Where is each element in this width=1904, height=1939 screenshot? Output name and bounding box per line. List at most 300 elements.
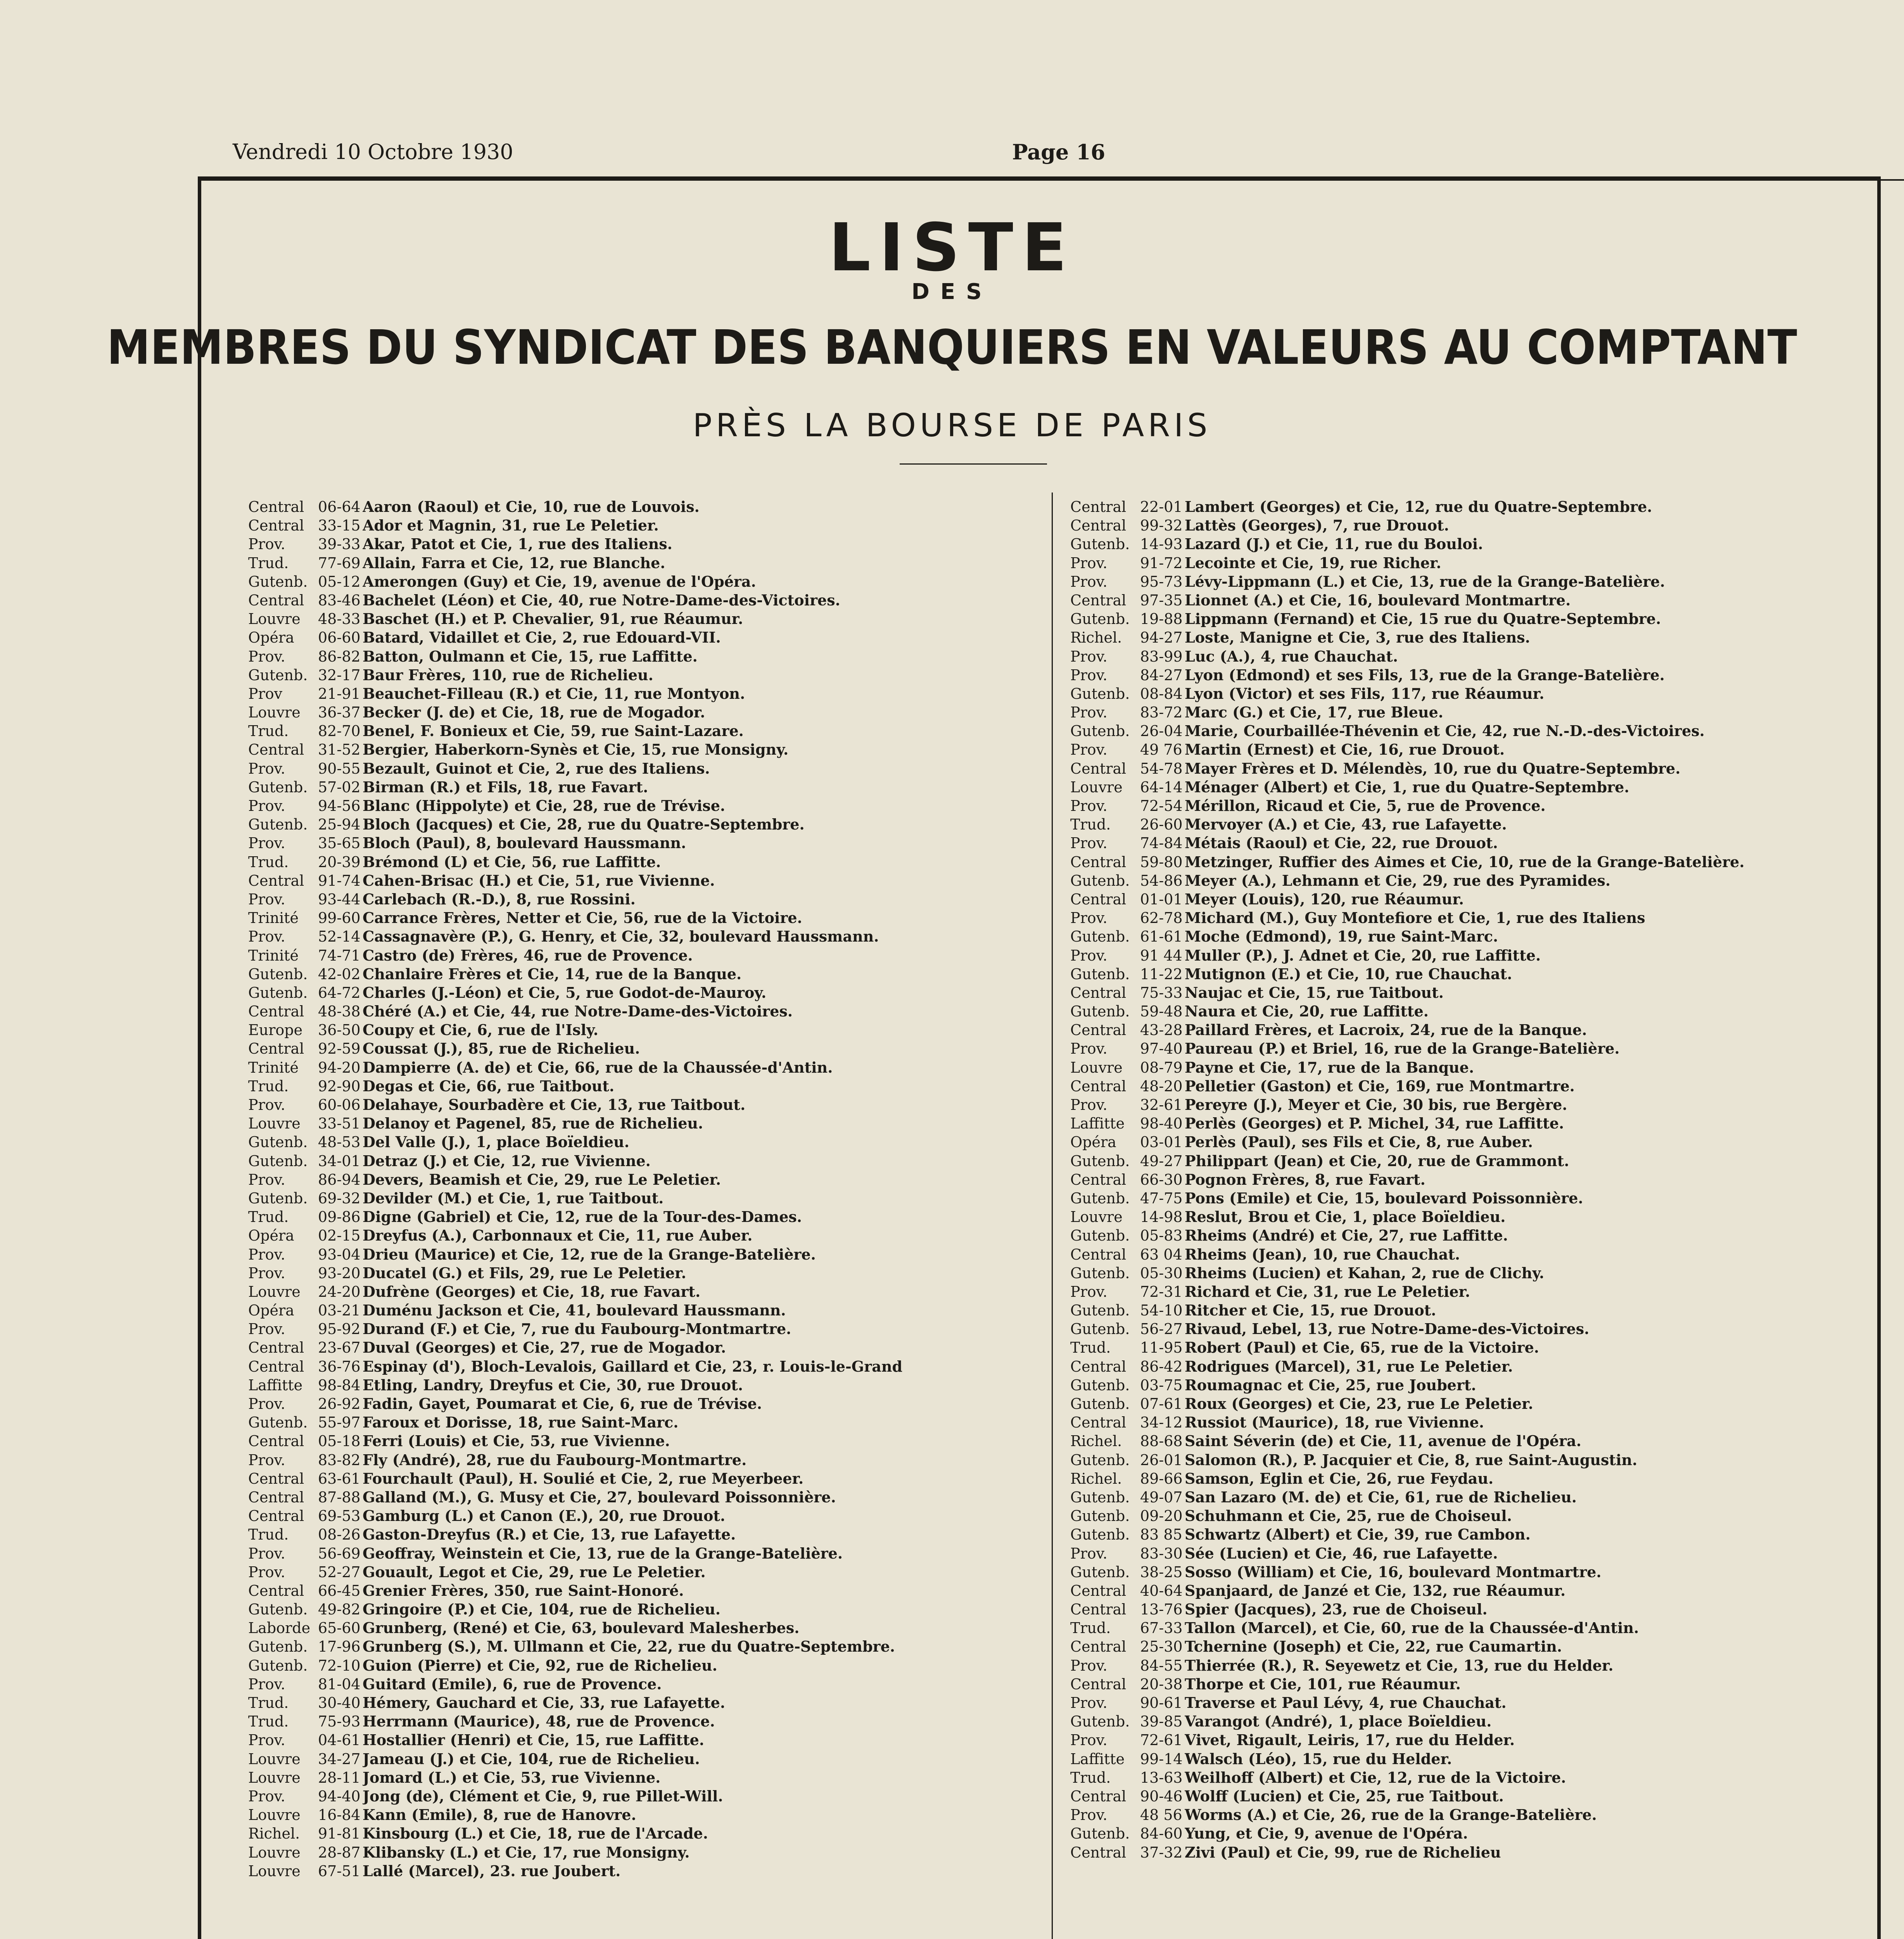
member-name: Tchernine (Joseph) et Cie, 22, rue Caumartin. bbox=[1185, 1638, 1562, 1656]
member-row bbox=[248, 778, 1039, 797]
exchange-code: Prov. bbox=[1070, 1694, 1107, 1711]
member-name: Pelletier (Gaston) et Cie, 169, rue Montmartre. bbox=[1185, 1077, 1575, 1095]
exchange-code: Gutenb. bbox=[1070, 965, 1130, 983]
member-row bbox=[248, 927, 1039, 946]
exchange-code: Louvre bbox=[248, 1750, 301, 1768]
member-name: Saint Séverin (de) et Cie, 11, avenue de l'Opéra. bbox=[1185, 1432, 1581, 1450]
member-name: Metzinger, Ruffier des Aimes et Cie, 10, rue de la Grange-Batelière. bbox=[1185, 853, 1745, 871]
phone-number: 87-88 bbox=[318, 1488, 361, 1506]
phone-number: 01-01 bbox=[1140, 890, 1183, 908]
phone-number: 05-83 bbox=[1140, 1227, 1183, 1244]
member-row bbox=[248, 1600, 1039, 1619]
member-row bbox=[1070, 1731, 1861, 1749]
phone-number: 74-71 bbox=[318, 947, 361, 964]
member-row bbox=[1070, 1114, 1861, 1133]
member-name: Ménager (Albert) et Cie, 1, rue du Quatre-Septembre. bbox=[1185, 778, 1629, 796]
exchange-code: Central bbox=[1070, 517, 1127, 534]
member-row bbox=[1070, 815, 1861, 834]
member-name: Klibansky (L.) et Cie, 17, rue Monsigny. bbox=[363, 1843, 690, 1861]
member-row bbox=[1070, 1021, 1861, 1039]
member-row bbox=[248, 516, 1039, 535]
member-name: Thierrée (R.), R. Seyewetz et Cie, 13, rue du Helder. bbox=[1185, 1656, 1614, 1674]
phone-number: 94-27 bbox=[1140, 629, 1183, 646]
member-row bbox=[1070, 1469, 1861, 1488]
exchange-code: Laffitte bbox=[1070, 1115, 1125, 1132]
member-row bbox=[1070, 853, 1861, 871]
phone-number: 86-82 bbox=[318, 648, 361, 665]
member-name: Ador et Magnin, 31, rue Le Peletier. bbox=[363, 517, 659, 534]
exchange-code: Central bbox=[1070, 1021, 1127, 1039]
exchange-code: Prov. bbox=[248, 890, 285, 908]
phone-number: 95-92 bbox=[318, 1320, 361, 1338]
member-name: Bloch (Paul), 8, boulevard Haussmann. bbox=[363, 834, 686, 852]
member-row bbox=[1070, 1694, 1861, 1712]
member-row bbox=[1070, 591, 1861, 610]
member-name: Vivet, Rigault, Leiris, 17, rue du Helder. bbox=[1185, 1731, 1515, 1749]
member-name: Aaron (Raoul) et Cie, 10, rue de Louvois. bbox=[363, 498, 700, 515]
member-row bbox=[1070, 1245, 1861, 1264]
phone-number: 26-01 bbox=[1140, 1451, 1183, 1469]
phone-number: 83-99 bbox=[1140, 648, 1183, 665]
member-name: Bergier, Haberkorn-Synès et Cie, 15, rue Monsigny. bbox=[363, 741, 789, 759]
member-name: Martin (Ernest) et Cie, 16, rue Drouot. bbox=[1185, 741, 1505, 759]
member-row bbox=[1070, 1170, 1861, 1189]
exchange-code: Louvre bbox=[248, 704, 301, 721]
exchange-code: Trud. bbox=[1070, 1339, 1111, 1357]
member-name: Ducatel (G.) et Fils, 29, rue Le Peletier. bbox=[363, 1264, 686, 1282]
phone-number: 69-53 bbox=[318, 1507, 361, 1525]
member-name: Rheims (André) et Cie, 27, rue Laffitte. bbox=[1185, 1227, 1508, 1244]
member-name: Meyer (Louis), 120, rue Réaumur. bbox=[1185, 890, 1464, 908]
member-name: Russiot (Maurice), 18, rue Vivienne. bbox=[1185, 1414, 1484, 1431]
member-row bbox=[1070, 890, 1861, 909]
phone-number: 89-66 bbox=[1140, 1470, 1183, 1487]
phone-number: 90-46 bbox=[1140, 1787, 1183, 1805]
member-row bbox=[1070, 1320, 1861, 1338]
phone-number: 13-76 bbox=[1140, 1601, 1183, 1618]
exchange-code: Laborde bbox=[248, 1619, 311, 1637]
phone-number: 07-61 bbox=[1140, 1395, 1183, 1412]
exchange-code: Prov. bbox=[248, 1732, 285, 1749]
member-row bbox=[248, 1694, 1039, 1712]
member-name: Mayer Frères et D. Mélendès, 10, rue du Quatre-Septembre. bbox=[1185, 759, 1681, 777]
member-row bbox=[248, 684, 1039, 703]
member-row bbox=[1070, 983, 1861, 1002]
member-name: Marc (G.) et Cie, 17, rue Bleue. bbox=[1185, 703, 1444, 721]
exchange-code: Gutenb. bbox=[248, 1638, 308, 1656]
member-row bbox=[248, 1806, 1039, 1824]
member-name: Perlès (Georges) et P. Michel, 34, rue Laffitte. bbox=[1185, 1115, 1564, 1132]
member-row bbox=[1070, 1301, 1861, 1320]
member-name: Muller (P.), J. Adnet et Cie, 20, rue Laffitte. bbox=[1185, 946, 1541, 964]
exchange-code: Prov. bbox=[248, 1675, 285, 1693]
member-name: Carlebach (R.-D.), 8, rue Rossini. bbox=[363, 890, 636, 908]
member-row bbox=[248, 759, 1039, 778]
exchange-code: Gutenb. bbox=[248, 965, 308, 983]
phone-number: 04-61 bbox=[318, 1732, 361, 1749]
member-name: Ritcher et Cie, 15, rue Drouot. bbox=[1185, 1301, 1436, 1319]
exchange-code: Trud. bbox=[248, 1694, 289, 1711]
phone-number: 05-12 bbox=[318, 573, 361, 590]
exchange-code: Prov. bbox=[1070, 741, 1107, 759]
phone-number: 54-10 bbox=[1140, 1302, 1183, 1319]
exchange-code: Central bbox=[1070, 890, 1127, 908]
phone-number: 66-30 bbox=[1140, 1171, 1183, 1188]
member-row bbox=[248, 1357, 1039, 1376]
exchange-code: Prov. bbox=[248, 1246, 285, 1263]
exchange-code: Gutenb. bbox=[1070, 536, 1130, 553]
member-row bbox=[1070, 797, 1861, 815]
title-underline bbox=[900, 463, 1047, 465]
member-row bbox=[248, 1768, 1039, 1787]
member-name: Kann (Emile), 8, rue de Hanovre. bbox=[363, 1806, 636, 1824]
member-row bbox=[1070, 1413, 1861, 1432]
phone-number: 83-82 bbox=[318, 1451, 361, 1469]
phone-number: 36-50 bbox=[318, 1021, 361, 1039]
exchange-code: Gutenb. bbox=[1070, 1395, 1130, 1412]
member-name: Del Valle (J.), 1, place Boïeldieu. bbox=[363, 1133, 629, 1151]
exchange-code: Gutenb. bbox=[248, 1601, 308, 1618]
member-name: Faroux et Dorisse, 18, rue Saint-Marc. bbox=[363, 1414, 679, 1431]
member-row bbox=[1070, 1600, 1861, 1619]
member-name: Walsch (Léo), 15, rue du Helder. bbox=[1185, 1750, 1452, 1768]
phone-number: 09-20 bbox=[1140, 1507, 1183, 1525]
member-row bbox=[1070, 1338, 1861, 1357]
phone-number: 19-88 bbox=[1140, 610, 1183, 628]
member-name: Baschet (H.) et P. Chevalier, 91, rue Réaumur. bbox=[363, 610, 743, 628]
member-name: Lambert (Georges) et Cie, 12, rue du Quatre-Septembre. bbox=[1185, 498, 1652, 515]
exchange-code: Gutenb. bbox=[248, 1657, 308, 1674]
member-row bbox=[1070, 1656, 1861, 1675]
phone-number: 06-60 bbox=[318, 629, 361, 646]
exchange-code: Prov. bbox=[1070, 1283, 1107, 1300]
member-name: Charles (J.-Léon) et Cie, 5, rue Godot-de-Mauroy. bbox=[363, 983, 767, 1001]
member-name: Drieu (Maurice) et Cie, 12, rue de la Grange-Batelière. bbox=[363, 1245, 816, 1263]
exchange-code: Richel. bbox=[248, 1825, 300, 1842]
member-name: Baur Frères, 110, rue de Richelieu. bbox=[363, 666, 653, 684]
exchange-code: Gutenb. bbox=[248, 778, 308, 796]
phone-number: 91-74 bbox=[318, 872, 361, 889]
member-row bbox=[1070, 1787, 1861, 1806]
phone-number: 91 44 bbox=[1140, 947, 1182, 964]
exchange-code: Gutenb. bbox=[1070, 1713, 1130, 1730]
member-row bbox=[248, 1245, 1039, 1264]
member-row bbox=[248, 1581, 1039, 1600]
member-name: Métais (Raoul) et Cie, 22, rue Drouot. bbox=[1185, 834, 1498, 852]
exchange-code: Gutenb. bbox=[1070, 1003, 1130, 1020]
member-row bbox=[1070, 1619, 1861, 1637]
member-row bbox=[248, 797, 1039, 815]
member-row bbox=[1070, 1152, 1861, 1170]
member-name: Grunberg (S.), M. Ullmann et Cie, 22, rue du Quatre-Septembre. bbox=[363, 1638, 895, 1656]
member-row bbox=[1070, 703, 1861, 722]
member-name: Lippmann (Fernand) et Cie, 15 rue du Quatre-Septembre. bbox=[1185, 610, 1661, 628]
member-name: Duménu Jackson et Cie, 41, boulevard Haussmann. bbox=[363, 1301, 786, 1319]
phone-number: 69-32 bbox=[318, 1189, 361, 1207]
member-row bbox=[248, 1170, 1039, 1189]
phone-number: 94-20 bbox=[318, 1059, 361, 1076]
member-row bbox=[248, 591, 1039, 610]
phone-number: 20-38 bbox=[1140, 1675, 1183, 1693]
member-name: Naujac et Cie, 15, rue Taitbout. bbox=[1185, 983, 1444, 1001]
member-name: Reslut, Brou et Cie, 1, place Boïeldieu. bbox=[1185, 1208, 1506, 1226]
member-name: Batton, Oulmann et Cie, 15, rue Laffitte. bbox=[363, 647, 698, 665]
phone-number: 11-95 bbox=[1140, 1339, 1183, 1357]
exchange-code: Gutenb. bbox=[248, 816, 308, 833]
member-name: Meyer (A.), Lehmann et Cie, 29, rue des Pyramides. bbox=[1185, 871, 1611, 889]
exchange-code: Opéra bbox=[248, 1227, 294, 1244]
phone-number: 56-69 bbox=[318, 1545, 361, 1562]
member-name: Paureau (P.) et Briel, 16, rue de la Grange-Batelière. bbox=[1185, 1040, 1620, 1058]
phone-number: 93-44 bbox=[318, 890, 361, 908]
phone-number: 88-68 bbox=[1140, 1433, 1183, 1450]
member-name: Payne et Cie, 17, rue de la Banque. bbox=[1185, 1058, 1474, 1076]
exchange-code: Gutenb. bbox=[1070, 1488, 1130, 1506]
member-name: Wolff (Lucien) et Cie, 25, rue Taitbout. bbox=[1185, 1787, 1504, 1805]
member-name: Chéré (A.) et Cie, 44, rue Notre-Dame-des-Victoires. bbox=[363, 1002, 793, 1020]
member-row bbox=[248, 1133, 1039, 1151]
phone-number: 34-12 bbox=[1140, 1414, 1183, 1431]
member-name: Pereyre (J.), Meyer et Cie, 30 bis, rue Bergère. bbox=[1185, 1096, 1567, 1113]
member-row bbox=[1070, 1226, 1861, 1245]
exchange-code: Gutenb. bbox=[1070, 872, 1130, 889]
member-name: Lévy-Lippmann (L.) et Cie, 13, rue de la Grange-Batelière. bbox=[1185, 572, 1665, 590]
member-name: Grenier Frères, 350, rue Saint-Honoré. bbox=[363, 1581, 684, 1599]
member-row bbox=[1070, 628, 1861, 647]
member-name: Pognon Frères, 8, rue Favart. bbox=[1185, 1170, 1425, 1188]
exchange-code: Central bbox=[1070, 1844, 1127, 1861]
exchange-code: Gutenb. bbox=[1070, 610, 1130, 628]
exchange-code: Prov. bbox=[1070, 704, 1107, 721]
exchange-code: Louvre bbox=[248, 1769, 301, 1786]
exchange-code: Central bbox=[248, 741, 304, 759]
member-name: Delanoy et Pagenel, 85, rue de Richelieu. bbox=[363, 1115, 703, 1132]
exchange-code: Trud. bbox=[248, 1713, 289, 1730]
phone-number: 75-33 bbox=[1140, 984, 1183, 1001]
exchange-code: Trinité bbox=[248, 1059, 299, 1076]
phone-number: 62-78 bbox=[1140, 909, 1183, 927]
member-name: Varangot (André), 1, place Boïeldieu. bbox=[1185, 1713, 1492, 1730]
phone-number: 20-39 bbox=[318, 853, 361, 871]
exchange-code: Central bbox=[248, 1003, 304, 1020]
member-row bbox=[248, 1376, 1039, 1395]
member-row bbox=[1070, 1077, 1861, 1096]
member-row bbox=[248, 1843, 1039, 1862]
member-name: Batard, Vidaillet et Cie, 2, rue Edouard-VII. bbox=[363, 629, 721, 646]
exchange-code: Prov. bbox=[1070, 554, 1107, 572]
exchange-code: Prov bbox=[248, 685, 283, 702]
phone-number: 90-61 bbox=[1140, 1694, 1183, 1711]
phone-number: 97-35 bbox=[1140, 591, 1183, 609]
member-row bbox=[1070, 1750, 1861, 1768]
exchange-code: Central bbox=[1070, 853, 1127, 871]
member-row bbox=[248, 1114, 1039, 1133]
phone-number: 91-72 bbox=[1140, 554, 1183, 572]
member-name: Durand (F.) et Cie, 7, rue du Faubourg-Montmartre. bbox=[363, 1320, 791, 1338]
member-row bbox=[1070, 1824, 1861, 1843]
phone-number: 34-27 bbox=[318, 1750, 361, 1768]
page-number: Page 16 bbox=[1012, 140, 1106, 164]
members-list-left bbox=[248, 498, 1039, 1880]
title-liste: LISTE bbox=[828, 209, 1076, 286]
phone-number: 65-60 bbox=[318, 1619, 361, 1637]
member-row bbox=[248, 628, 1039, 647]
member-row bbox=[1070, 1376, 1861, 1395]
phone-number: 26-04 bbox=[1140, 722, 1183, 740]
member-name: Mervoyer (A.) et Cie, 43, rue Lafayette. bbox=[1185, 816, 1507, 833]
exchange-code: Gutenb. bbox=[1070, 1526, 1130, 1543]
exchange-code: Gutenb. bbox=[1070, 1189, 1130, 1207]
member-row bbox=[248, 1862, 1039, 1880]
member-name: Loste, Manigne et Cie, 3, rue des Italiens. bbox=[1185, 629, 1530, 646]
member-name: Spanjaard, de Janzé et Cie, 132, rue Réaumur. bbox=[1185, 1581, 1566, 1599]
member-row bbox=[248, 1469, 1039, 1488]
member-name: Dampierre (A. de) et Cie, 66, rue de la Chaussée-d'Antin. bbox=[363, 1058, 833, 1076]
member-name: Bloch (Jacques) et Cie, 28, rue du Quatre-Septembre. bbox=[363, 816, 805, 833]
member-name: Yung, et Cie, 9, avenue de l'Opéra. bbox=[1185, 1825, 1468, 1842]
member-name: Luc (A.), 4, rue Chauchat. bbox=[1185, 647, 1398, 665]
member-row bbox=[248, 1712, 1039, 1731]
exchange-code: Prov. bbox=[248, 1563, 285, 1581]
member-row bbox=[1070, 1432, 1861, 1450]
exchange-code: Central bbox=[248, 1433, 304, 1450]
member-name: Delahaye, Sourbadère et Cie, 13, rue Taitbout. bbox=[363, 1096, 746, 1113]
phone-number: 83 85 bbox=[1140, 1526, 1182, 1543]
phone-number: 16-84 bbox=[318, 1806, 361, 1824]
exchange-code: Central bbox=[1070, 1358, 1127, 1375]
exchange-code: Opéra bbox=[248, 1302, 294, 1319]
member-name: Richard et Cie, 31, rue Le Peletier. bbox=[1185, 1282, 1470, 1300]
member-name: Rodrigues (Marcel), 31, rue Le Peletier. bbox=[1185, 1357, 1513, 1375]
phone-number: 32-17 bbox=[318, 666, 361, 684]
phone-number: 72-61 bbox=[1140, 1732, 1183, 1749]
phone-number: 43-28 bbox=[1140, 1021, 1183, 1039]
exchange-code: Prov. bbox=[1070, 1806, 1107, 1824]
member-name: Salomon (R.), P. Jacquier et Cie, 8, rue Saint-Augustin. bbox=[1185, 1451, 1638, 1469]
member-row bbox=[1070, 1002, 1861, 1021]
issue-date: Vendredi 10 Octobre 1930 bbox=[233, 140, 513, 164]
member-row bbox=[248, 572, 1039, 591]
phone-number: 25-30 bbox=[1140, 1638, 1183, 1656]
exchange-code: Europe bbox=[248, 1021, 303, 1039]
member-name: Roux (Georges) et Cie, 23, rue Le Peletier. bbox=[1185, 1395, 1533, 1412]
member-name: Worms (A.) et Cie, 26, rue de la Grange-Batelière. bbox=[1185, 1806, 1597, 1824]
member-name: Bachelet (Léon) et Cie, 40, rue Notre-Dame-des-Victoires. bbox=[363, 591, 840, 609]
member-name: Hémery, Gauchard et Cie, 33, rue Lafayette. bbox=[363, 1694, 726, 1711]
exchange-code: Trud. bbox=[1070, 816, 1111, 833]
member-name: Sée (Lucien) et Cie, 46, rue Lafayette. bbox=[1185, 1544, 1498, 1562]
exchange-code: Prov. bbox=[248, 928, 285, 945]
member-row bbox=[248, 1395, 1039, 1413]
exchange-code: Prov. bbox=[1070, 648, 1107, 665]
phone-number: 14-93 bbox=[1140, 536, 1183, 553]
phone-number: 98-40 bbox=[1140, 1115, 1183, 1132]
exchange-code: Central bbox=[248, 1470, 304, 1487]
exchange-code: Louvre bbox=[248, 1844, 301, 1861]
member-row bbox=[248, 1619, 1039, 1637]
member-row bbox=[1070, 535, 1861, 553]
member-name: Hostallier (Henri) et Cie, 15, rue Laffitte. bbox=[363, 1731, 705, 1749]
exchange-code: Richel. bbox=[1070, 1470, 1122, 1487]
member-row bbox=[1070, 927, 1861, 946]
exchange-code: Central bbox=[1070, 1638, 1127, 1656]
member-row bbox=[1070, 554, 1861, 572]
phone-number: 03-01 bbox=[1140, 1134, 1183, 1151]
member-row bbox=[1070, 1357, 1861, 1376]
member-name: Rivaud, Lebel, 13, rue Notre-Dame-des-Victoires. bbox=[1185, 1320, 1590, 1338]
phone-number: 98-84 bbox=[318, 1376, 361, 1394]
member-name: Herrmann (Maurice), 48, rue de Provence. bbox=[363, 1713, 715, 1730]
member-row bbox=[248, 1787, 1039, 1806]
exchange-code: Louvre bbox=[248, 1806, 301, 1824]
member-name: Akar, Patot et Cie, 1, rue des Italiens. bbox=[363, 535, 672, 553]
member-name: Lyon (Edmond) et ses Fils, 13, rue de la Grange-Batelière. bbox=[1185, 666, 1665, 684]
member-row bbox=[1070, 572, 1861, 591]
phone-number: 59-80 bbox=[1140, 853, 1183, 871]
member-row bbox=[1070, 1581, 1861, 1600]
exchange-code: Trud. bbox=[248, 1077, 289, 1095]
member-row bbox=[248, 1077, 1039, 1096]
phone-number: 99-60 bbox=[318, 909, 361, 927]
member-name: Brémond (L) et Cie, 56, rue Laffitte. bbox=[363, 853, 661, 871]
phone-number: 14-98 bbox=[1140, 1208, 1183, 1226]
exchange-code: Central bbox=[1070, 1246, 1127, 1263]
member-name: Paillard Frères, et Lacroix, 24, rue de la Banque. bbox=[1185, 1021, 1587, 1039]
phone-number: 11-22 bbox=[1140, 965, 1183, 983]
exchange-code: Prov. bbox=[248, 1264, 285, 1282]
phone-number: 37-32 bbox=[1140, 1844, 1183, 1861]
phone-number: 94-40 bbox=[318, 1787, 361, 1805]
exchange-code: Prov. bbox=[248, 1545, 285, 1562]
exchange-code: Laffitte bbox=[1070, 1750, 1125, 1768]
member-row bbox=[248, 1824, 1039, 1843]
member-name: Lyon (Victor) et ses Fils, 117, rue Réaumur. bbox=[1185, 684, 1545, 702]
phone-number: 49-82 bbox=[318, 1601, 361, 1618]
member-name: Jomard (L.) et Cie, 53, rue Vivienne. bbox=[363, 1768, 661, 1786]
phone-number: 93-20 bbox=[318, 1264, 361, 1282]
exchange-code: Louvre bbox=[248, 1283, 301, 1300]
phone-number: 55-97 bbox=[318, 1414, 361, 1431]
phone-number: 42-02 bbox=[318, 965, 361, 983]
member-row bbox=[1070, 740, 1861, 759]
member-name: Becker (J. de) et Cie, 18, rue de Mogador. bbox=[363, 703, 705, 721]
exchange-code: Louvre bbox=[1070, 1059, 1123, 1076]
member-row bbox=[248, 871, 1039, 890]
member-row bbox=[248, 1488, 1039, 1507]
exchange-code: Prov. bbox=[248, 760, 285, 777]
exchange-code: Gutenb. bbox=[248, 984, 308, 1001]
phone-number: 26-60 bbox=[1140, 816, 1183, 833]
exchange-code: Central bbox=[1070, 984, 1127, 1001]
phone-number: 86-42 bbox=[1140, 1358, 1183, 1375]
member-name: Roumagnac et Cie, 25, rue Joubert. bbox=[1185, 1376, 1476, 1394]
member-row bbox=[248, 666, 1039, 684]
exchange-code: Trud. bbox=[248, 722, 289, 740]
phone-number: 31-52 bbox=[318, 741, 361, 759]
phone-number: 48-33 bbox=[318, 610, 361, 628]
member-row bbox=[248, 946, 1039, 965]
exchange-code: Prov. bbox=[1070, 1732, 1107, 1749]
phone-number: 08-84 bbox=[1140, 685, 1183, 702]
member-row bbox=[1070, 1563, 1861, 1581]
member-name: Naura et Cie, 20, rue Laffitte. bbox=[1185, 1002, 1429, 1020]
phone-number: 24-20 bbox=[318, 1283, 361, 1300]
exchange-code: Central bbox=[1070, 1171, 1127, 1188]
exchange-code: Prov. bbox=[1070, 797, 1107, 814]
exchange-code: Central bbox=[1070, 760, 1127, 777]
phone-number: 99-32 bbox=[1140, 517, 1183, 534]
phone-number: 72-31 bbox=[1140, 1283, 1183, 1300]
